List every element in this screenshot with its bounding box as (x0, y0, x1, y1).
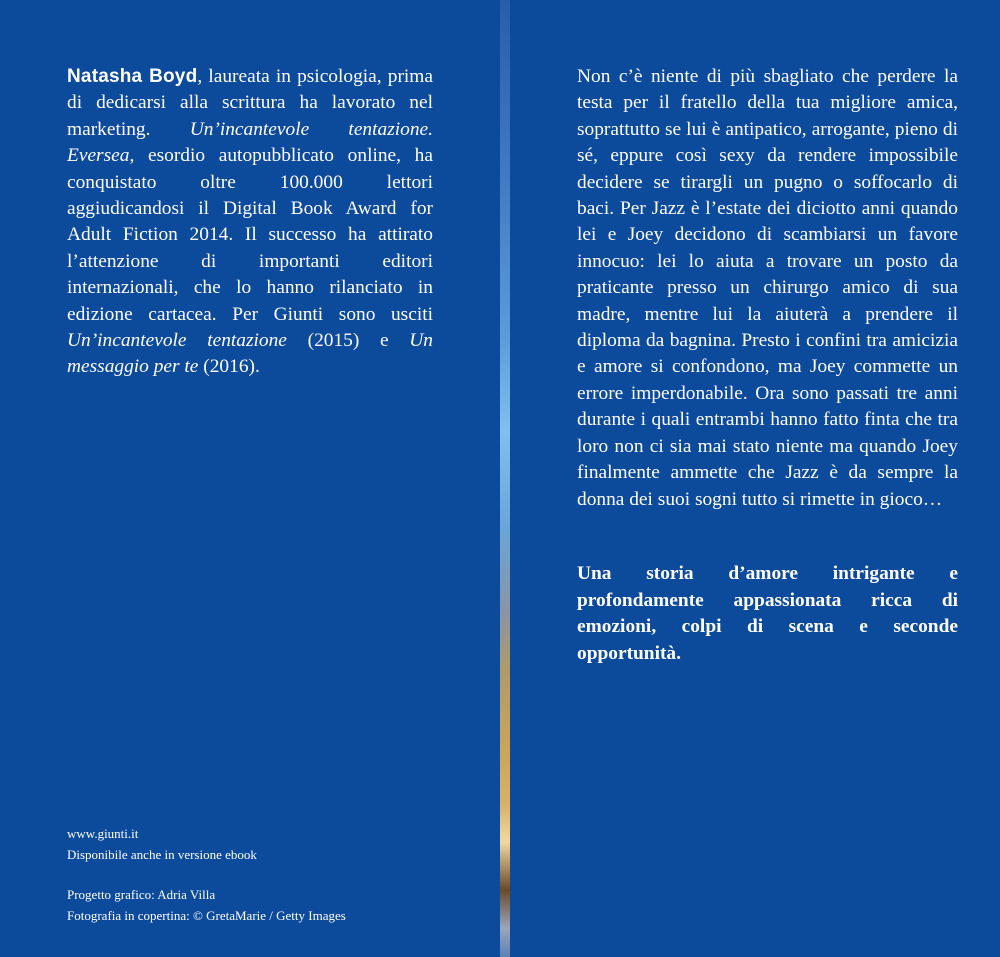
photo-credit: Fotografia in copertina: © GretaMarie / Getty Images (67, 908, 346, 923)
front-flap-panel (510, 0, 1000, 957)
tagline-text: Una storia d’amore intrigante e profondamente appassionata ricca di emozioni, colpi di scena e seconde opportunità. (577, 563, 958, 664)
publisher-credits (67, 823, 447, 926)
author-name: Natasha Boyd (67, 66, 198, 87)
bio-text: (2015) e (286, 330, 410, 352)
synopsis-text: Non c’è niente di più sbagliato che perdere la testa per il fratello della tua migliore amica, soprattutto se lui è antipatico, arrogante, pieno di sé, eppure così sexy da rendere impossibile decidere se tirargli un pugno o soffocarlo di baci. Per Jazz è l’estate dei diciotto anni quando lei e Joey decidono di scambiarsi un favore innocuo: lei lo aiuta a trovare un posto da praticante presso un chirurgo amico di sua madre, mentre lui la aiuterà a prendere il diploma da bagnina. Presto i confini tra amicizia e amore si confondono, ma Joey commette un errore imperdonabile. Ora sono passati tre anni durante i quali entrambi hanno fatto finta che tra loro non ci sia mai stato niente ma quando Joey finalmente ammette che Jazz è da sempre la donna dei suoi sogni tutto si rimette in gioco… (577, 66, 958, 510)
ebook-note: Disponibile anche in versione ebook (67, 847, 257, 862)
spine-strip (500, 0, 510, 957)
book-title: Un messaggio per te (67, 330, 433, 378)
design-credit: Progetto grafico: Adria Villa (67, 887, 216, 902)
book-title: Un’incantevole tentazione (67, 330, 287, 352)
credits-spacer (67, 865, 447, 884)
bio-text: , esordio autopubblicato online, ha conquistato oltre 100.000 lettori aggiudicandosi il Digital Book Award for Adult Fiction 2014. Il successo ha attirato l’attenzione di importanti editori internazionali, che lo hanno rilanciato in edizione cartacea. Per Giunti sono usciti (67, 145, 433, 325)
author-bio (67, 64, 433, 381)
book-title: Un’incantevole tentazione. Eversea (67, 118, 433, 167)
bio-text: , laureata in psicologia, prima di dedicarsi alla scrittura ha lavorato nel marketing. (67, 66, 433, 140)
bio-text: (2016). (198, 356, 260, 378)
publisher-website: www.giunti.it (67, 826, 139, 841)
